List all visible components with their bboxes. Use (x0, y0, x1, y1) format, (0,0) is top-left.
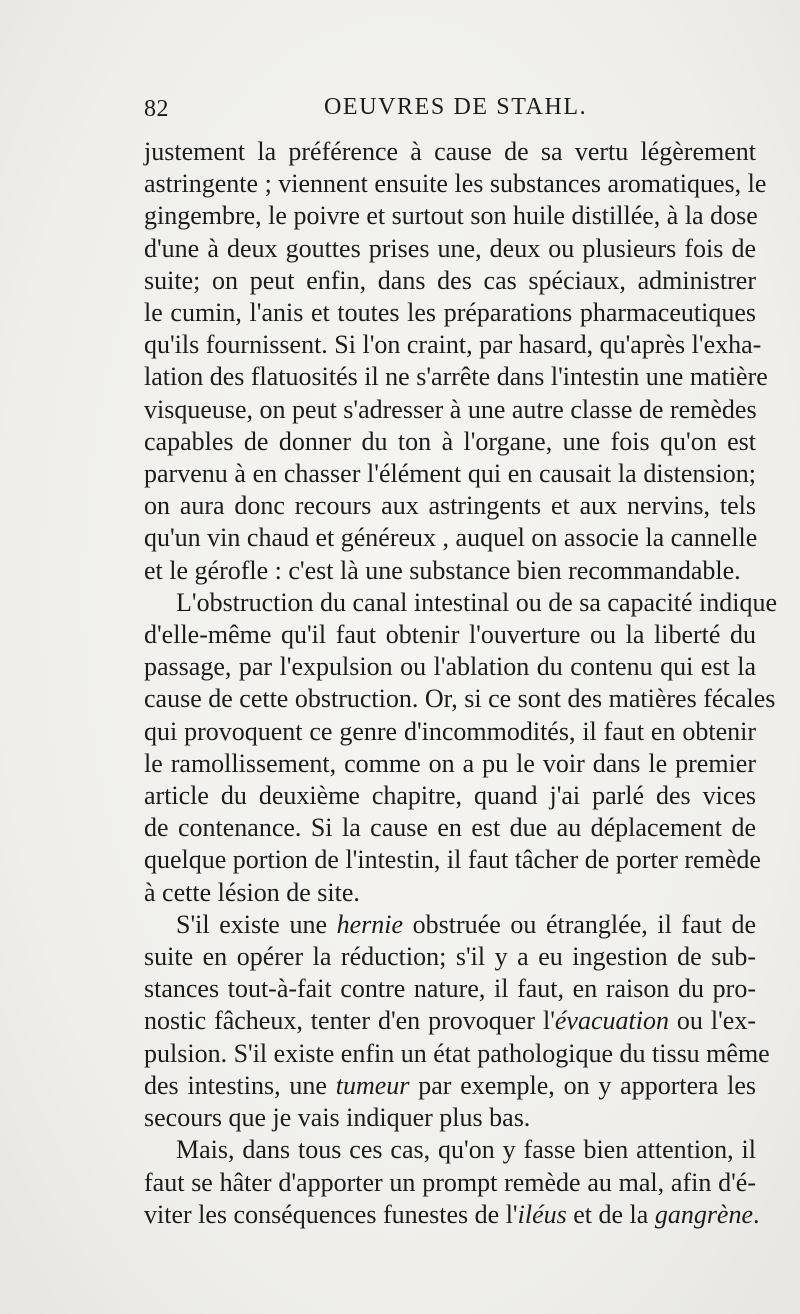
text-segment: Mais, dans tous ces cas, qu'on y fasse bien attention, il (176, 1135, 756, 1165)
text-line (144, 233, 756, 265)
text-segment: L'obstruction du canal intestinal ou de sa capacité indique (176, 587, 778, 617)
text-line (144, 426, 756, 458)
text-line (144, 748, 756, 780)
text-line (144, 1134, 756, 1166)
text-line (144, 522, 756, 554)
text-segment: lation des flatuosités il ne s'arrête dans l'intestin une matière (144, 362, 768, 392)
text-segment: capables de donner du ton à l'organe, une fois qu'on est (144, 426, 756, 456)
text-line (144, 683, 776, 715)
text-segment: qui provoquent ce genre d'incommodités, il faut en obtenir (144, 716, 756, 746)
text-line (144, 812, 756, 844)
text-segment: qu'un vin chaud et généreux , auquel on associe la cannelle (144, 523, 758, 553)
text-line (144, 1102, 756, 1134)
emphasis-text: évacuation (554, 1006, 669, 1036)
emphasis-text: tumeur (335, 1070, 410, 1100)
text-line (144, 619, 756, 651)
body-text (144, 136, 778, 1231)
text-segment: secours que je vais indiquer plus bas. (144, 1103, 531, 1133)
text-line (144, 780, 756, 812)
text-line (144, 651, 756, 683)
text-segment: d'une à deux gouttes prises une, deux ou plusieurs fois de (144, 233, 756, 263)
text-line (144, 909, 756, 941)
text-segment: suite en opérer la réduction; s'il y a eu ingestion de sub- (144, 942, 756, 972)
text-segment: passage, par l'expulsion ou l'ablation du contenu qui est la (144, 652, 756, 682)
text-line (144, 168, 767, 200)
text-segment: quelque portion de l'intestin, il faut tâcher de porter remède (144, 845, 761, 875)
text-line (144, 844, 761, 876)
text-segment: visqueuse, on peut s'adresser à une autre classe de remèdes (144, 394, 757, 424)
text-line (144, 329, 762, 361)
text-line (144, 297, 756, 329)
text-line (144, 361, 768, 393)
page-number: 82 (144, 96, 169, 122)
text-segment: viter les conséquences funestes de l' (144, 1199, 518, 1229)
text-line (144, 973, 756, 1005)
text-line (144, 394, 756, 426)
text-line (144, 1199, 760, 1231)
text-segment: des intestins, une (144, 1070, 336, 1100)
text-segment: astringente ; viennent ensuite les substances aromatiques, le (144, 169, 767, 199)
text-segment: pulsion. S'il existe enfin un état pathologique du tissu même (144, 1038, 770, 1068)
text-line (144, 1070, 756, 1102)
text-segment: obstruée ou étranglée, il faut de (403, 909, 756, 939)
text-segment: stances tout-à-fait contre nature, il faut, en raison du pro- (144, 974, 756, 1004)
text-line (144, 458, 756, 490)
text-segment: suite; on peut enfin, dans des cas spéciaux, administrer (144, 265, 756, 295)
text-line (144, 716, 756, 748)
text-segment: ou l'ex- (668, 1006, 757, 1036)
text-line (144, 200, 756, 232)
text-line (144, 587, 778, 619)
emphasis-text: iléus (517, 1199, 567, 1229)
text-segment: on aura donc recours aux astringents et aux nervins, tels (144, 491, 756, 521)
text-line (144, 1005, 756, 1037)
text-line (144, 555, 756, 587)
text-segment: à cette lésion de site. (144, 877, 360, 907)
text-segment: et de la (566, 1199, 655, 1229)
running-title: OEUVRES DE STAHL. (324, 94, 588, 120)
text-line (144, 136, 756, 168)
text-segment: S'il existe une (176, 909, 337, 939)
text-segment: justement la préférence à cause de sa vertu légèrement (144, 137, 756, 166)
text-segment: . (753, 1199, 760, 1229)
text-segment: parvenu à en chasser l'élément qui en causait la distension; (144, 459, 756, 489)
text-line (144, 1038, 770, 1070)
emphasis-text: hernie (336, 909, 404, 939)
text-line (144, 877, 756, 909)
text-segment: le cumin, l'anis et toutes les préparations pharmaceutiques (144, 298, 756, 328)
text-segment: faut se hâter d'apporter un prompt remède au mal, afin d'é- (144, 1167, 756, 1197)
text-line (144, 265, 756, 297)
text-segment: le ramollissement, comme on a pu le voir dans le premier (144, 748, 756, 778)
text-line (144, 941, 756, 973)
text-segment: par exemple, on y apportera les (409, 1070, 756, 1100)
page-header (144, 90, 756, 126)
text-segment: cause de cette obstruction. Or, si ce sont des matières fécales (144, 684, 776, 714)
text-segment: d'elle-même qu'il faut obtenir l'ouverture ou la liberté du (144, 620, 756, 650)
text-segment: article du deuxième chapitre, quand j'ai parlé des vices (144, 781, 756, 811)
text-segment: gingembre, le poivre et surtout son huile distillée, à la dose (144, 201, 758, 231)
text-segment: et le gérofle : c'est là une substance bien recommandable. (144, 555, 741, 585)
emphasis-text: gangrène (654, 1199, 754, 1229)
text-segment: de contenance. Si la cause en est due au déplacement de (144, 813, 756, 843)
text-segment: qu'ils fournissent. Si l'on craint, par hasard, qu'après l'exha- (144, 330, 762, 360)
text-segment: nostic fâcheux, tenter d'en provoquer l' (144, 1006, 555, 1036)
text-line (144, 1167, 756, 1199)
text-line (144, 490, 756, 522)
